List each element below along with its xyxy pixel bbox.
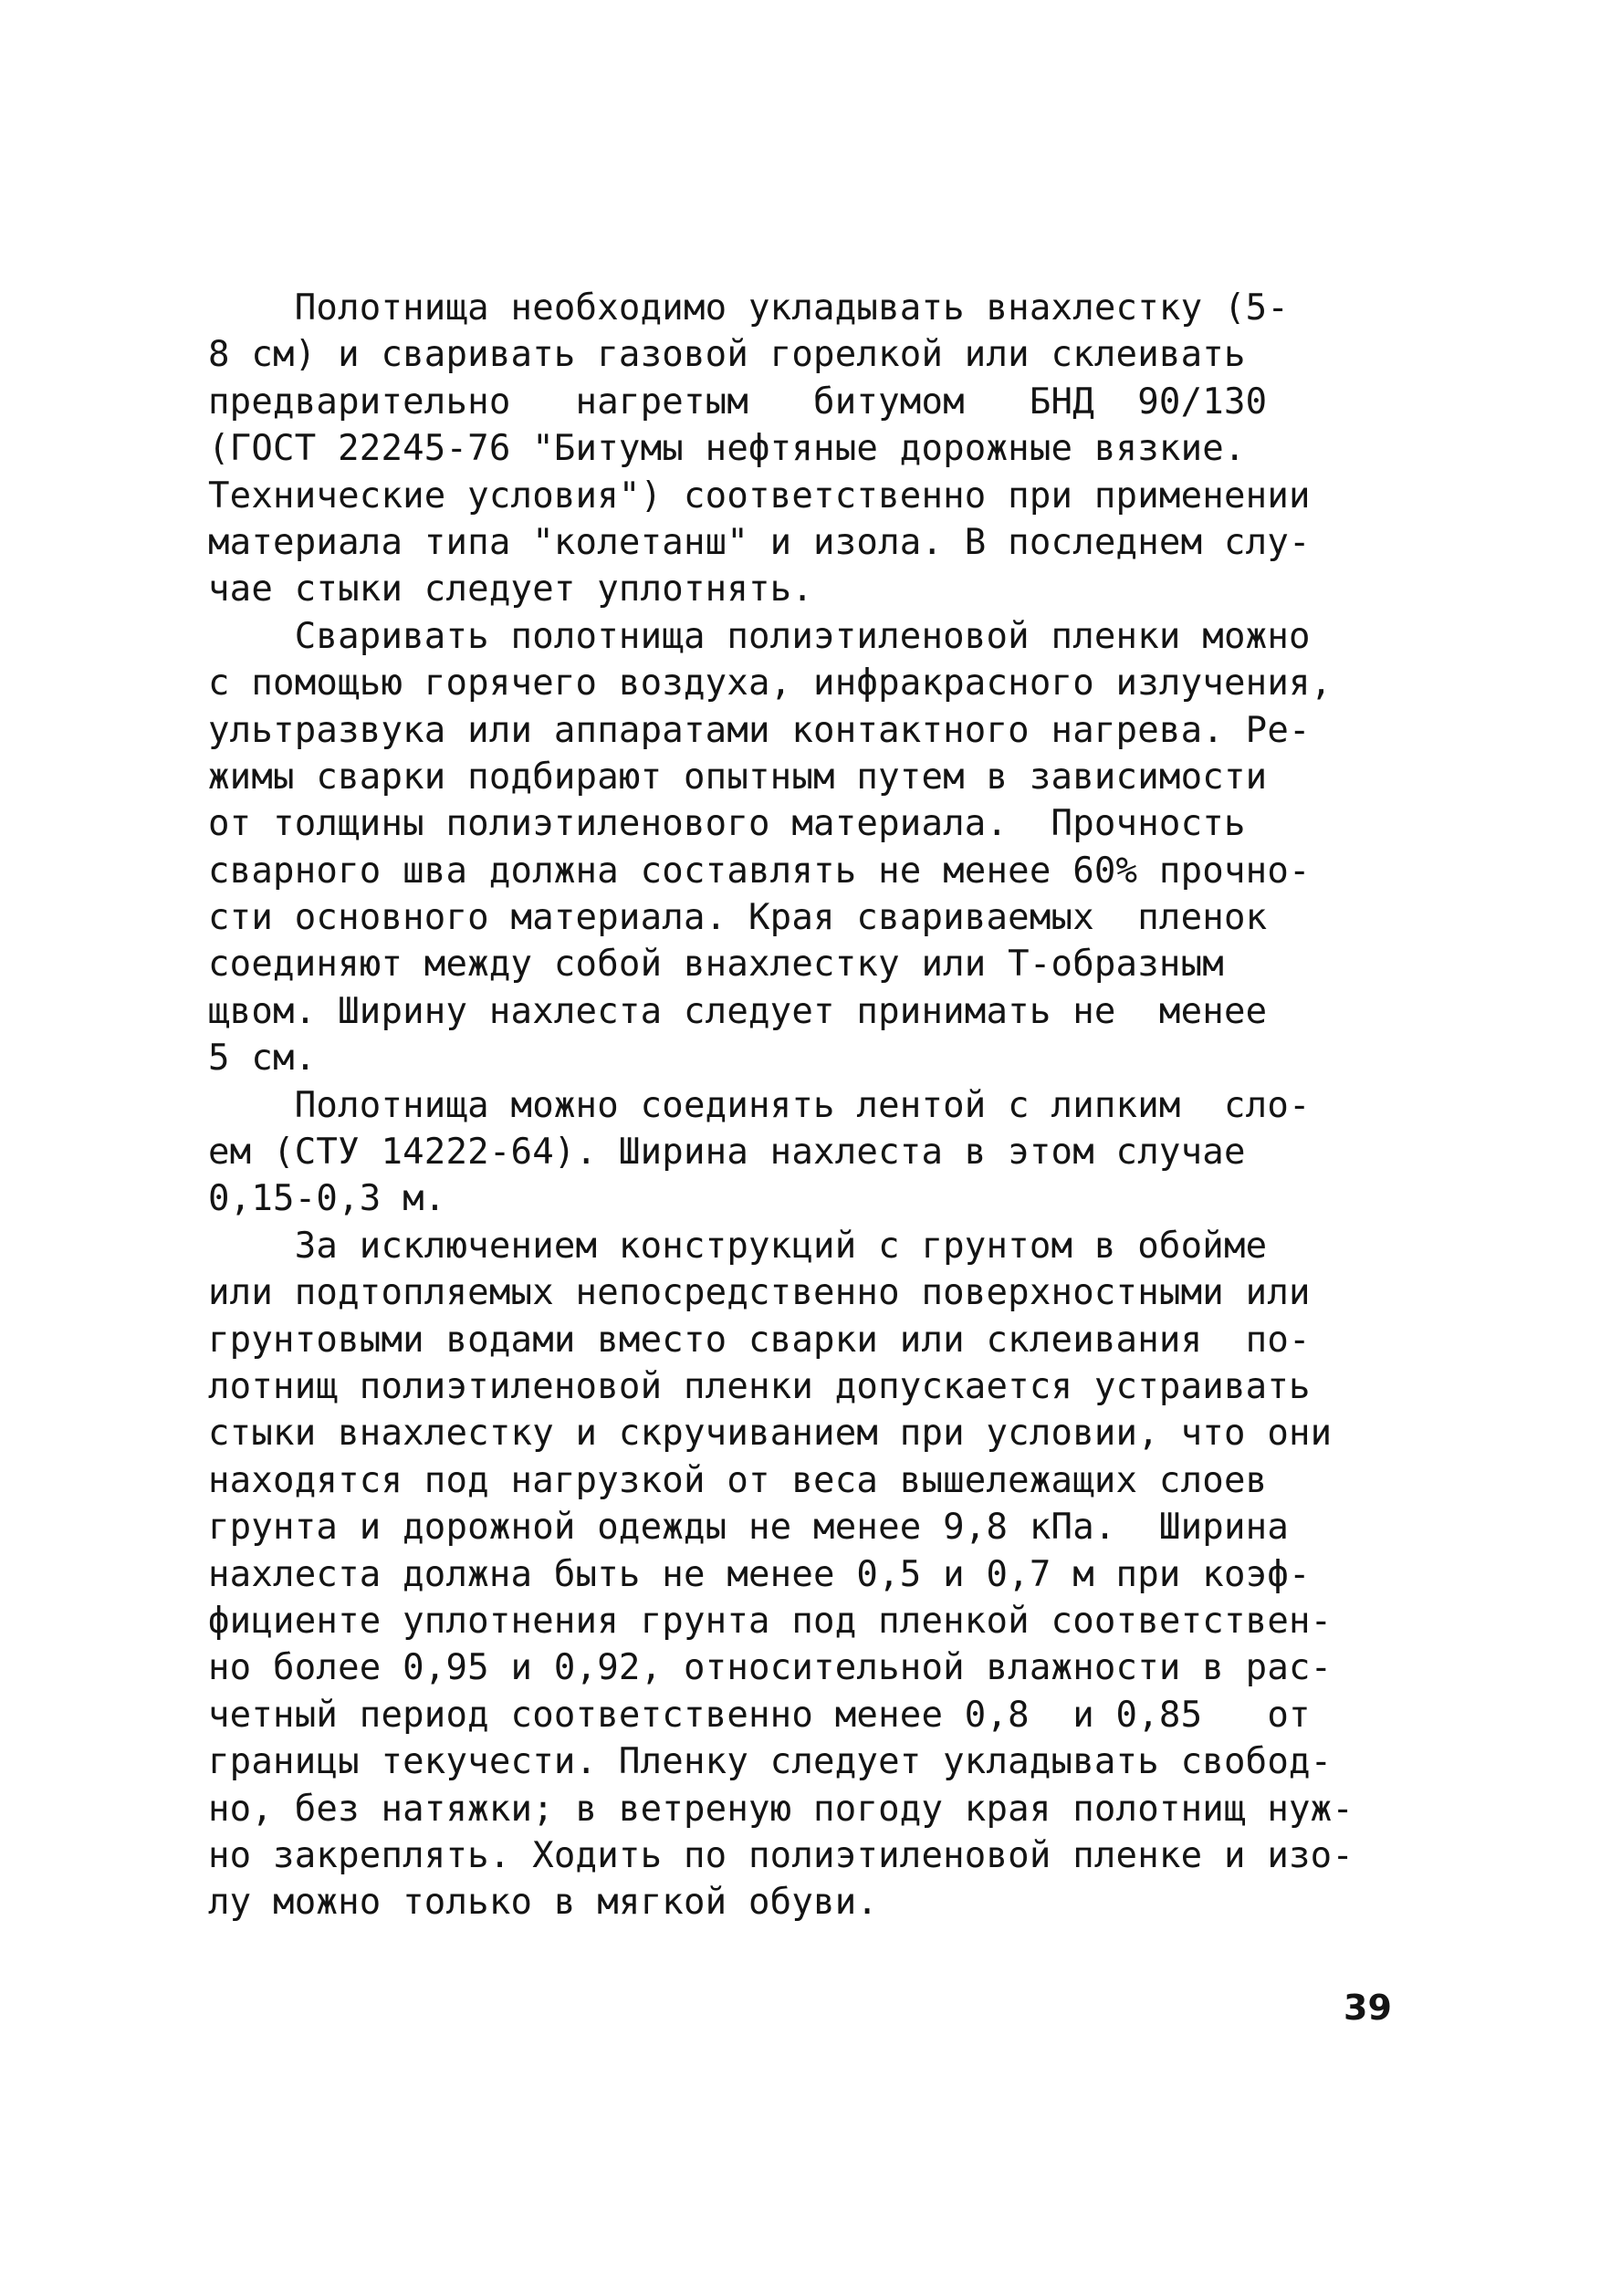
text-line: ем (СТУ 14222-64). Ширина нахлеста в этом случае bbox=[208, 1132, 1246, 1174]
text-line: 8 см) и сваривать газовой горелкой или склеивать bbox=[208, 334, 1246, 376]
text-line: Полотнища необходимо укладывать внахлестку (5- bbox=[208, 287, 1289, 329]
text-line: ультразвука или аппаратами контактного нагрева. Ре- bbox=[208, 709, 1311, 751]
text-line: щвом. Ширину нахлеста следует принимать не менее bbox=[208, 990, 1268, 1032]
text-line: грунтовыми водами вместо сварки или склеивания по- bbox=[208, 1319, 1311, 1361]
text-line: стыки внахлестку и скручиванием при условии, что они bbox=[208, 1413, 1333, 1455]
text-line: от толщины полиэтиленового материала. Прочность bbox=[208, 803, 1246, 845]
text-line: чае стыки следует уплотнять. bbox=[208, 569, 814, 611]
text-line: соединяют между собой внахлестку или Т-образным bbox=[208, 944, 1224, 986]
body-text bbox=[208, 285, 1395, 1926]
text-line: лу можно только в мягкой обуви. bbox=[208, 1882, 879, 1924]
text-line: жимы сварки подбирают опытным путем в зависимости bbox=[208, 756, 1268, 798]
text-line: материала типа "колетанш" и изола. В последнем слу- bbox=[208, 521, 1311, 563]
text-line: 0,15-0,3 м. bbox=[208, 1178, 446, 1220]
text-line: но закреплять. Ходить по полиэтиленовой пленке и изо- bbox=[208, 1834, 1354, 1876]
text-line: с помощью горячего воздуха, инфракрасного излучения, bbox=[208, 663, 1333, 704]
text-line: Сваривать полотнища полиэтиленовой пленки можно bbox=[208, 615, 1311, 657]
page-number: 39 bbox=[1344, 1988, 1392, 2028]
text-line: Технические условия") соответственно при применении bbox=[208, 475, 1311, 517]
text-line: четный период соответственно менее 0,8 и 0,85 от bbox=[208, 1694, 1311, 1736]
text-line: лотнищ полиэтиленовой пленки допускается устраивать bbox=[208, 1365, 1311, 1407]
text-line: нахлеста должна быть не менее 0,5 и 0,7 м при коэф- bbox=[208, 1553, 1311, 1595]
text-line: сварного шва должна составлять не менее 60% прочно- bbox=[208, 850, 1311, 892]
text-line: границы текучести. Пленку следует укладывать свобод- bbox=[208, 1741, 1333, 1783]
text-line: предварительно нагретым битумом БНД 90/130 bbox=[208, 381, 1268, 423]
text-line: сти основного материала. Края свариваемых пленок bbox=[208, 897, 1268, 939]
text-line: (ГОСТ 22245-76 "Битумы нефтяные дорожные вязкие. bbox=[208, 428, 1246, 470]
text-line: 5 см. bbox=[208, 1038, 317, 1080]
text-line: Полотнища можно соединять лентой с липким сло- bbox=[208, 1084, 1311, 1126]
text-line: или подтопляемых непосредственно поверхностными или bbox=[208, 1272, 1311, 1314]
text-line: За исключением конструкций с грунтом в обойме bbox=[208, 1225, 1268, 1267]
text-line: грунта и дорожной одежды не менее 9,8 кПа. Ширина bbox=[208, 1507, 1289, 1549]
text-line: но более 0,95 и 0,92, относительной влажности в рас- bbox=[208, 1647, 1333, 1689]
text-line: фициенте уплотнения грунта под пленкой соответствен- bbox=[208, 1600, 1333, 1642]
text-line: находятся под нагрузкой от веса вышележащих слоев bbox=[208, 1459, 1268, 1501]
text-line: но, без натяжки; в ветреную погоду края полотнищ нуж- bbox=[208, 1788, 1354, 1830]
